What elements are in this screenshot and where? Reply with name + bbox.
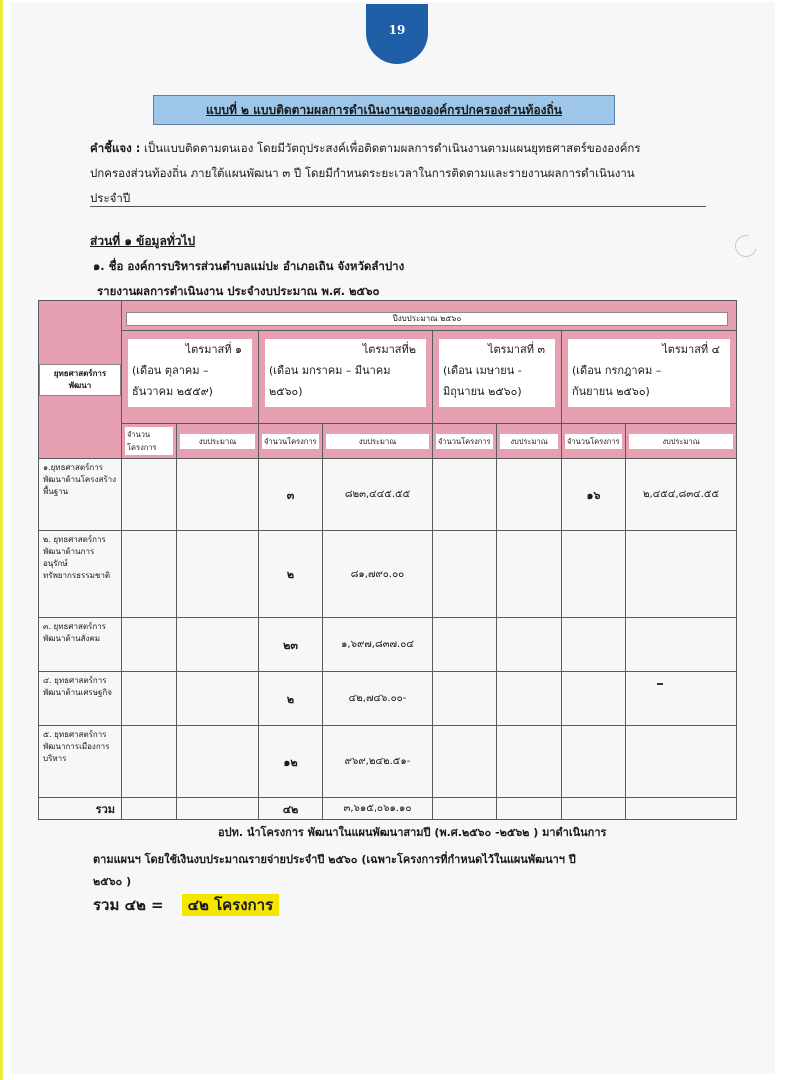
note-line2: ตามแผนฯ โดยใช้เงินงบประมาณรายจ่ายประจำปี ๒๕๖๐ (เฉพาะโครงการที่กำหนดไว้ในแผนพัฒนาฯ ปี: [93, 853, 576, 866]
summary: [93, 893, 279, 917]
q4-budget-header: งบประมาณ: [626, 424, 737, 459]
year-header: [122, 301, 737, 331]
q1-budget-header: งบประมาณ: [177, 424, 259, 459]
pen-mark: [657, 683, 663, 685]
total-budget: ๓,๖๑๕,๐๖๑.๑๐: [323, 798, 433, 820]
note-line3: ๒๕๖๐ ): [93, 875, 132, 888]
summary-highlight: ๔๒ โครงการ: [182, 894, 280, 916]
instructions-label: คำชี้แจง :: [90, 141, 141, 155]
total-count: ๔๒: [259, 798, 323, 820]
instructions-line2: ปกครองส่วนท้องถิ่น ภายใต้แผนพัฒนา ๓ ปี โดยมีกำหนดระยะเวลาในการติดตามและรายงานผลการดำเนินงาน: [90, 166, 635, 180]
report-line: รายงานผลการดำเนินงาน ประจำงบประมาณ พ.ศ. ๒๕๖๐: [97, 284, 380, 298]
quarter-1-header: ไตรมาสที่ ๑ (เดือน ตุลาคม – ธันวาคม ๒๕๕๙): [122, 331, 259, 424]
year-header-label: ปีงบประมาณ ๒๕๖๐: [126, 312, 728, 326]
q1-count-header: จำนวนโครงการ: [122, 424, 177, 459]
strategy-label: ๑.ยุทธศาสตร์การพัฒนาด้านโครงสร้างพื้นฐาน: [39, 459, 122, 531]
q3-budget-header: งบประมาณ: [497, 424, 562, 459]
instructions-line3: ประจำปี: [90, 191, 131, 205]
q3-count-header: จำนวนโครงการ: [433, 424, 497, 459]
strategy-label: ๕. ยุทธศาสตร์การพัฒนาการเมืองการบริหาร: [39, 726, 122, 798]
org-line: ๑. ชื่อ องค์การบริหารส่วนตำบลแม่ปะ อำเภอเถิน จังหวัดลำปาง: [93, 259, 405, 273]
instructions-line1: เป็นแบบติดตามตนเอง โดยมีวัตถุประสงค์เพื่อติดตามผลการดำเนินงานตามแผนยุทธศาสตร์ขององค์กร: [143, 141, 641, 155]
note-line1: อปท. นำโครงการ พัฒนาในแผนพัฒนาสามปี (พ.ศ.๒๕๖๐ -๒๕๖๒ ) มาดำเนินการ: [218, 826, 607, 839]
total-row: [39, 798, 737, 820]
summary-left: รวม ๔๒ =: [93, 896, 164, 914]
q2-budget-header: งบประมาณ: [323, 424, 433, 459]
divider: [90, 206, 706, 207]
table-row: ๑.ยุทธศาสตร์การพัฒนาด้านโครงสร้างพื้นฐาน ๓ ๘๒๓,๔๔๕.๕๕ ๑๖ ๒,๔๕๔,๘๓๔.๕๕: [39, 459, 737, 531]
table-row: ๕. ยุทธศาสตร์การพัฒนาการเมืองการบริหาร ๑๒ ๙๖๙,๒๔๒.๕๑-: [39, 726, 737, 798]
q2-count-header: จำนวนโครงการ: [259, 424, 323, 459]
quarter-3-header: ไตรมาสที่ ๓ (เดือน เมษายน - มิถุนายน ๒๕๖๐): [433, 331, 562, 424]
strategy-label: ๓. ยุทธศาสตร์การพัฒนาด้านสังคม: [39, 618, 122, 672]
strategy-label: ๒. ยุทธศาสตร์การพัฒนาด้านการอนุรักษ์ทรัพยากรธรรมชาติ: [39, 531, 122, 618]
page-edge: [0, 0, 3, 1080]
section-title: ส่วนที่ ๑ ข้อมูลทั่วไป: [90, 234, 196, 248]
strategy-label: ๔. ยุทธศาสตร์การพัฒนาด้านเศรษฐกิจ: [39, 672, 122, 726]
quarter-4-header: ไตรมาสที่ ๔ (เดือน กรกฎาคม – กันยายน ๒๕๖๐): [562, 331, 737, 424]
form-title: แบบที่ ๒ แบบติดตามผลการดำเนินงานขององค์กรปกครองส่วนท้องถิ่น: [153, 95, 615, 125]
instructions: [90, 136, 710, 211]
quarter-2-header: ไตรมาสที่๒ (เดือน มกราคม – มีนาคม ๒๕๖๐): [259, 331, 433, 424]
table-row: ๓. ยุทธศาสตร์การพัฒนาด้านสังคม ๒๓ ๑,๖๙๗,๘๓๗.๐๔: [39, 618, 737, 672]
total-label: รวม: [39, 798, 122, 820]
results-table: [38, 300, 737, 820]
note-block: [93, 849, 713, 893]
strategy-header-label: ยุทธศาสตร์การพัฒนา: [39, 364, 121, 396]
table-row: ๒. ยุทธศาสตร์การพัฒนาด้านการอนุรักษ์ทรัพยากรธรรมชาติ ๒ ๘๑,๗๙๐.๐๐: [39, 531, 737, 618]
table-row: ๔. ยุทธศาสตร์การพัฒนาด้านเศรษฐกิจ ๒ ๔๒,๗๔๖.๐๐-: [39, 672, 737, 726]
q4-count-header: จำนวนโครงการ: [562, 424, 626, 459]
page-number: 19: [366, 4, 428, 64]
strategy-header: [39, 301, 122, 459]
